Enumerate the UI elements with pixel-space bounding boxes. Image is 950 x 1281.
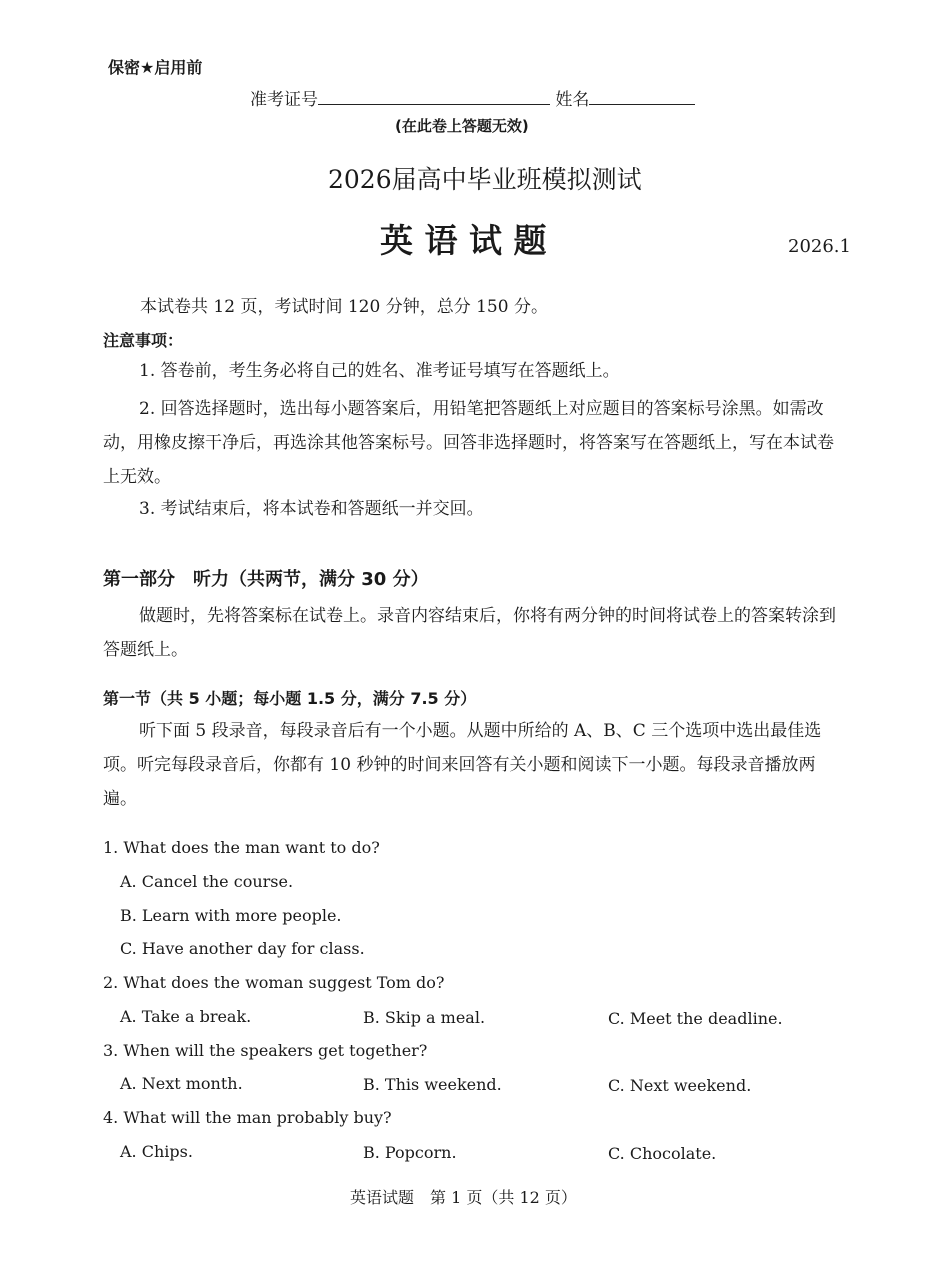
q3-option-a: A. Next month. xyxy=(120,1074,243,1093)
exam-id-blank[interactable] xyxy=(318,88,550,105)
q4-option-b: B. Popcorn. xyxy=(363,1143,457,1162)
q3-option-c: C. Next weekend. xyxy=(608,1076,752,1095)
exam-id-label: 准考证号 xyxy=(250,90,318,110)
subject-title: 英 语 试 题 xyxy=(380,221,547,260)
q2-option-a: A. Take a break. xyxy=(120,1007,252,1026)
q1-option-a: A. Cancel the course. xyxy=(120,872,294,891)
notes-heading: 注意事项： xyxy=(103,331,184,350)
section1-instructions: 听下面 5 段录音，每段录音后有一个小题。从题中所给的 A、B、C 三个选项中选出最佳选项。听完每段录音后，你都有 10 秒钟的时间来回答有关小题和阅读下一小题。每段录音播放两遍。 xyxy=(103,721,822,809)
question-2: 2. What does the woman suggest Tom do? xyxy=(103,973,445,992)
exam-id-row xyxy=(250,85,695,110)
note-item: 1. 答卷前，考生务必将自己的姓名、准考证号填写在答题纸上。 xyxy=(139,361,620,381)
part1-heading: 第一部分 听力（共两节，满分 30 分） xyxy=(103,569,429,590)
exam-date: 2026.1 xyxy=(788,236,851,257)
question-3: 3. When will the speakers get together? xyxy=(103,1041,428,1060)
exam-title: 2026届高中毕业班模拟测试 xyxy=(328,165,642,194)
intro-text: 本试卷共 12 页，考试时间 120 分钟，总分 150 分。 xyxy=(140,297,548,317)
question-1: 1. What does the man want to do? xyxy=(103,838,380,857)
part1-instructions: 做题时，先将答案标在试卷上。录音内容结束后，你将有两分钟的时间将试卷上的答案转涂到答题纸上。 xyxy=(103,606,836,660)
name-label: 姓名 xyxy=(555,90,590,110)
note-item: 2. 回答选择题时，选出每小题答案后，用铅笔把答题纸上对应题目的答案标号涂黑。如需改动，用橡皮擦干净后，再选涂其他答案标号。回答非选择题时，将答案写在答题纸上，写在本试卷上无效。 xyxy=(103,399,834,487)
q4-option-c: C. Chocolate. xyxy=(608,1144,717,1163)
question-4: 4. What will the man probably buy? xyxy=(103,1108,392,1127)
page-footer: 英语试题 第 1 页（共 12 页） xyxy=(350,1188,577,1207)
confidential-label: 保密★启用前 xyxy=(108,58,203,77)
q4-option-a: A. Chips. xyxy=(120,1142,193,1161)
invalid-note: (在此卷上答题无效) xyxy=(395,117,529,135)
q2-option-b: B. Skip a meal. xyxy=(363,1008,486,1027)
q3-option-b: B. This weekend. xyxy=(363,1075,502,1094)
note-item: 3. 考试结束后，将本试卷和答题纸一并交回。 xyxy=(139,499,484,519)
section1-heading: 第一节（共 5 小题；每小题 1.5 分，满分 7.5 分） xyxy=(103,689,477,708)
q1-option-c: C. Have another day for class. xyxy=(120,939,365,958)
q2-option-c: C. Meet the deadline. xyxy=(608,1009,783,1028)
q1-option-b: B. Learn with more people. xyxy=(120,906,342,925)
name-blank[interactable] xyxy=(589,88,695,105)
